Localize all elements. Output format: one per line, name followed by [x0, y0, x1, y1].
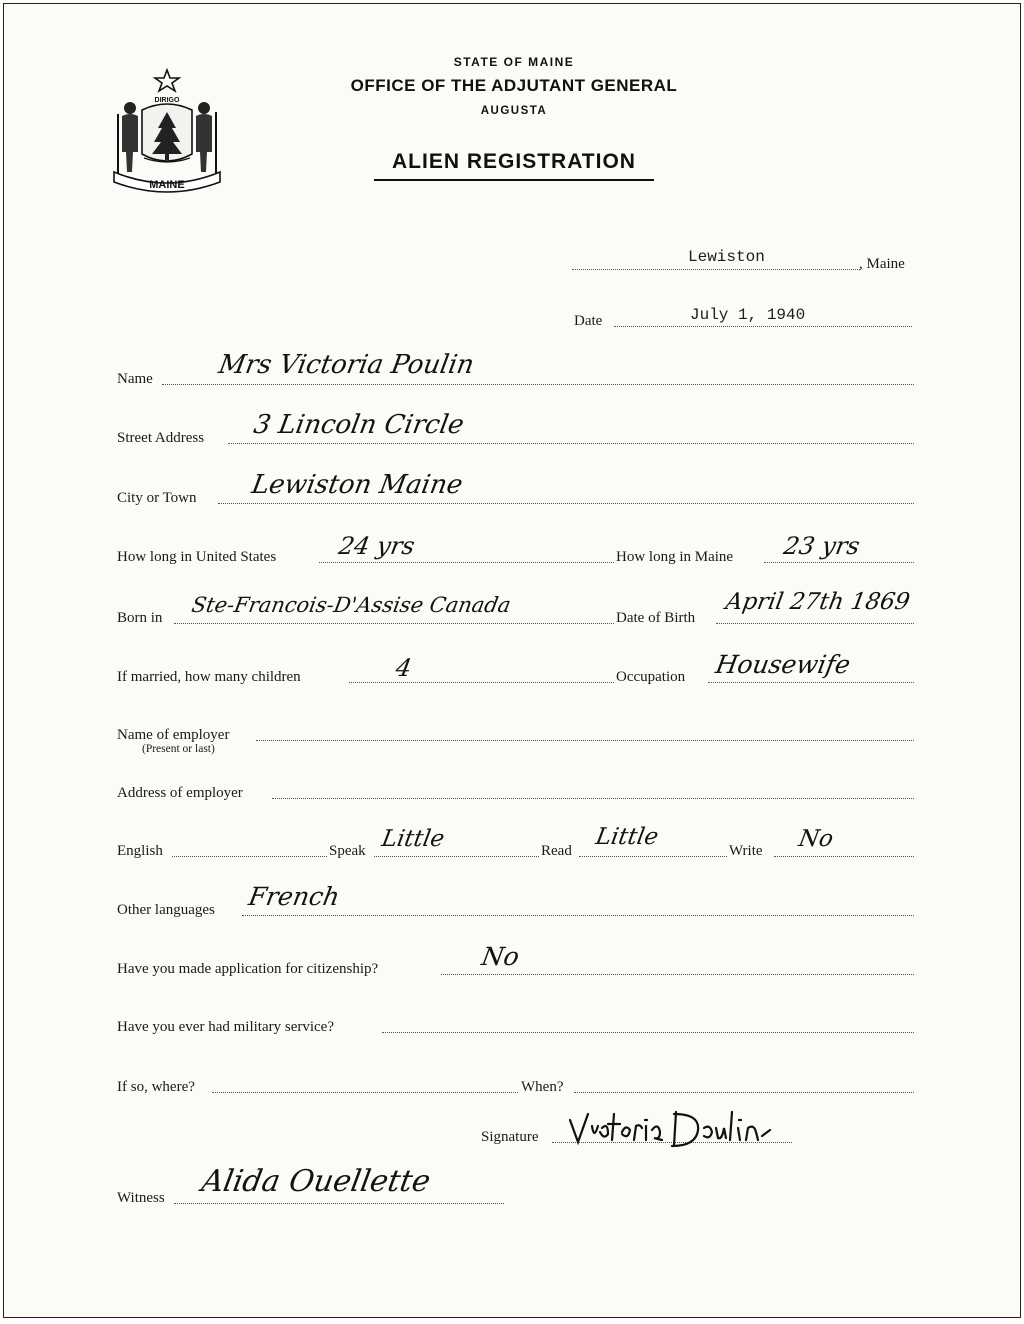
- signature-label: Signature: [481, 1129, 539, 1145]
- citizenship-label: Have you made application for citizenship?: [117, 961, 379, 977]
- children-value[interactable]: 4: [393, 654, 414, 682]
- speak-label: Speak: [329, 843, 366, 859]
- svg-text:DIRIGO: DIRIGO: [154, 97, 180, 104]
- witness-value[interactable]: Alida Ouellette: [198, 1164, 434, 1199]
- born-in-label: Born in: [117, 610, 163, 626]
- read-line: [579, 856, 727, 857]
- other-languages-label: Other languages: [117, 902, 215, 918]
- when-line[interactable]: [574, 1092, 914, 1093]
- other-languages-value[interactable]: French: [246, 882, 342, 911]
- citizenship-line: [441, 974, 914, 975]
- title-underline: [374, 179, 654, 181]
- state-heading: STATE OF MAINE: [453, 55, 575, 69]
- children-label: If married, how many children: [117, 669, 301, 685]
- where-line[interactable]: [212, 1092, 518, 1093]
- name-label: Name: [117, 371, 153, 387]
- employer-sublabel: (Present or last): [142, 743, 215, 755]
- english-line: [172, 856, 327, 857]
- employer-line[interactable]: [256, 740, 914, 741]
- signature-image[interactable]: [564, 1106, 779, 1152]
- registration-form: [3, 3, 1021, 1318]
- write-value[interactable]: No: [796, 826, 836, 852]
- city-label: City or Town: [117, 490, 197, 506]
- date-label: Date: [574, 313, 603, 329]
- when-label: When?: [521, 1079, 564, 1095]
- date-value[interactable]: July 1, 1940: [690, 306, 806, 324]
- date-line: [614, 326, 912, 327]
- where-label: If so, where?: [117, 1079, 195, 1095]
- read-label: Read: [541, 843, 572, 859]
- svg-text:MAINE: MAINE: [149, 179, 185, 191]
- city-line: [218, 503, 914, 504]
- employer-address-label: Address of employer: [117, 785, 243, 801]
- speak-value[interactable]: Little: [379, 826, 447, 852]
- maine-years-label: How long in Maine: [616, 549, 734, 565]
- write-line: [774, 856, 914, 857]
- born-in-line: [174, 623, 614, 624]
- city-heading: AUGUSTA: [480, 105, 548, 117]
- us-years-label: How long in United States: [117, 549, 277, 565]
- birth-date-value[interactable]: April 27th 1869: [723, 589, 912, 615]
- location-value[interactable]: Lewiston: [688, 248, 765, 266]
- maine-years-value[interactable]: 23 yrs: [781, 532, 862, 560]
- location-suffix: , Maine: [859, 256, 905, 272]
- maine-years-line: [764, 562, 914, 563]
- birth-date-line: [716, 623, 914, 624]
- us-years-line: [319, 562, 614, 563]
- military-label: Have you ever had military service?: [117, 1019, 334, 1035]
- street-value[interactable]: 3 Lincoln Circle: [251, 410, 467, 440]
- read-value[interactable]: Little: [593, 824, 661, 850]
- witness-label: Witness: [117, 1190, 165, 1206]
- children-line: [349, 682, 614, 683]
- city-value[interactable]: Lewiston Maine: [249, 470, 465, 500]
- us-years-value[interactable]: 24 yrs: [336, 532, 417, 560]
- write-label: Write: [729, 843, 763, 859]
- occupation-line: [708, 682, 914, 683]
- english-label: English: [117, 843, 163, 859]
- occupation-label: Occupation: [616, 669, 686, 685]
- location-line: [572, 269, 860, 270]
- employer-address-line[interactable]: [272, 798, 914, 799]
- speak-line: [374, 856, 539, 857]
- military-line[interactable]: [382, 1032, 914, 1033]
- other-languages-line: [242, 915, 914, 916]
- form-title: ALIEN REGISTRATION: [392, 150, 636, 173]
- witness-line: [174, 1203, 504, 1204]
- maine-state-seal: [108, 68, 226, 196]
- name-value[interactable]: Mrs Victoria Poulin: [216, 350, 477, 380]
- street-line: [228, 443, 914, 444]
- born-in-value[interactable]: Ste-Francois-D'Assise Canada: [189, 593, 513, 617]
- occupation-value[interactable]: Housewife: [713, 650, 853, 679]
- citizenship-value[interactable]: No: [479, 942, 522, 971]
- birth-date-label: Date of Birth: [616, 610, 696, 626]
- employer-label: Name of employer: [117, 727, 230, 743]
- name-line: [162, 384, 914, 385]
- street-label: Street Address: [117, 430, 205, 446]
- office-heading: OFFICE OF THE ADJUTANT GENERAL: [350, 76, 678, 95]
